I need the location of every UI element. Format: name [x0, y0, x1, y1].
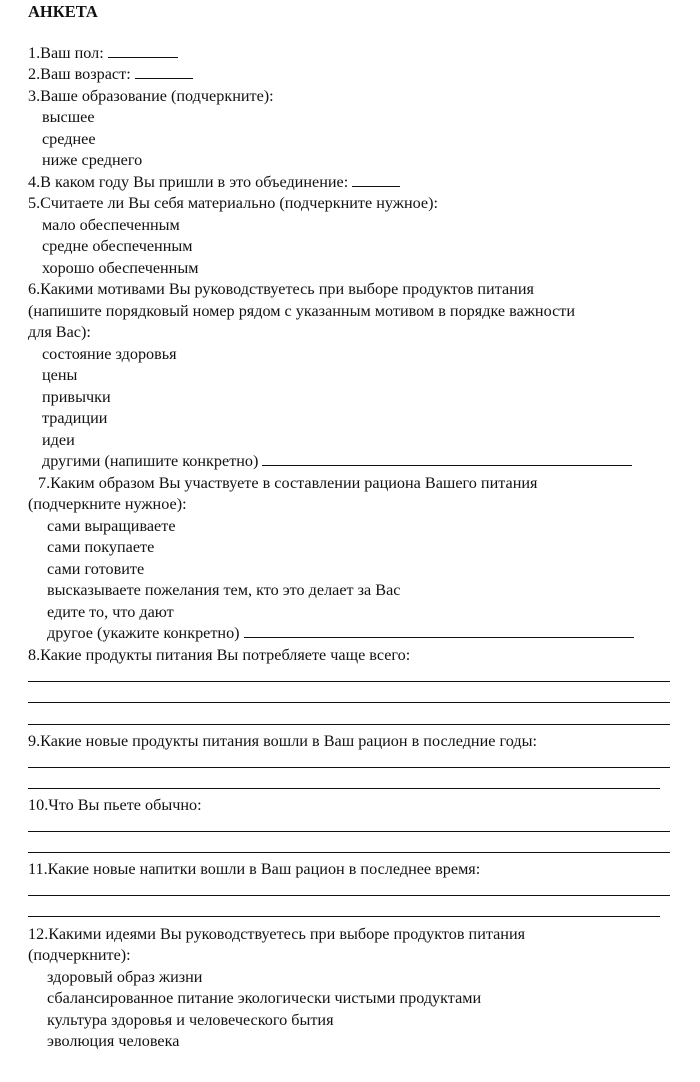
answer-blank-other-participation[interactable]: [244, 625, 634, 638]
option-item[interactable]: едите то, что дают: [47, 603, 174, 621]
option-item[interactable]: ниже среднего: [42, 151, 143, 169]
question-11: 11.Какие новые напитки вошли в Ваш рацион в последнее время:: [28, 860, 481, 878]
question-9: 9.Какие новые продукты питания вошли в Ваш рацион в последние годы:: [28, 732, 537, 750]
question-8: 8.Какие продукты питания Вы потребляете чаще всего:: [28, 646, 411, 664]
option-other: другое (укажите конкретно): [47, 623, 634, 643]
option-item[interactable]: среднее: [42, 130, 96, 148]
question-6: 6.Какими мотивами Вы руководствуетесь при выборе продуктов питания: [28, 280, 534, 298]
question-12: 12.Какими идеями Вы руководствуетесь при выборе продуктов питания: [28, 925, 526, 943]
answer-blank-age[interactable]: [135, 66, 193, 79]
answer-blank-gender[interactable]: [108, 45, 178, 58]
option-item[interactable]: высказываете пожелания тем, кто это делает за Вас: [47, 581, 401, 599]
option-item[interactable]: сами выращиваете: [47, 517, 176, 535]
question-4: 4.В каком году Вы пришли в это объединение:: [28, 172, 400, 192]
question-12-line2: (подчеркните):: [28, 946, 131, 964]
option-item[interactable]: высшее: [42, 108, 95, 126]
option-item[interactable]: привычки: [42, 388, 111, 406]
option-item[interactable]: сбалансированное питание экологически чистыми продуктами: [47, 989, 482, 1007]
answer-blank-year[interactable]: [352, 174, 400, 187]
option-item[interactable]: культура здоровья и человеческого бытия: [47, 1011, 334, 1029]
question-2: 2.Ваш возраст:: [28, 64, 193, 84]
option-item[interactable]: сами готовите: [47, 560, 145, 578]
question-7: 7.Каким образом Вы участвуете в составлении рациона Вашего питания: [38, 474, 538, 492]
question-3: 3.Ваше образование (подчеркните):: [28, 87, 274, 105]
question-10: 10.Что Вы пьете обычно:: [28, 796, 202, 814]
option-item[interactable]: здоровый образ жизни: [47, 968, 203, 986]
question-5: 5.Считаете ли Вы себя материально (подчеркните нужное):: [28, 194, 438, 212]
answer-blank-other-motive[interactable]: [262, 453, 632, 466]
option-item[interactable]: сами покупаете: [47, 538, 155, 556]
answer-line[interactable]: [28, 916, 660, 917]
page-title: АНКЕТА: [28, 2, 98, 21]
question-1: 1.Ваш пол:: [28, 43, 178, 63]
option-other: другими (напишите конкретно): [42, 451, 632, 471]
answer-line[interactable]: [28, 724, 670, 725]
answer-line[interactable]: [28, 852, 670, 853]
question-7-line2: (подчеркните нужное):: [28, 495, 187, 513]
answer-line[interactable]: [28, 788, 660, 789]
option-item[interactable]: хорошо обеспеченным: [42, 259, 199, 277]
option-item[interactable]: состояние здоровья: [42, 345, 177, 363]
question-6-line2: (напишите порядковый номер рядом с указанным мотивом в порядке важности: [28, 302, 576, 320]
answer-line[interactable]: [28, 681, 670, 682]
option-item[interactable]: средне обеспеченным: [42, 237, 193, 255]
question-6-line3: для Вас):: [28, 323, 91, 341]
option-item[interactable]: эволюция человека: [47, 1032, 180, 1050]
option-item[interactable]: мало обеспеченным: [42, 216, 180, 234]
option-item[interactable]: идеи: [42, 431, 75, 449]
answer-line[interactable]: [28, 831, 670, 832]
option-item[interactable]: цены: [42, 366, 78, 384]
answer-line[interactable]: [28, 767, 670, 768]
option-item[interactable]: традиции: [42, 409, 108, 427]
answer-line[interactable]: [28, 895, 670, 896]
answer-line[interactable]: [28, 702, 670, 703]
